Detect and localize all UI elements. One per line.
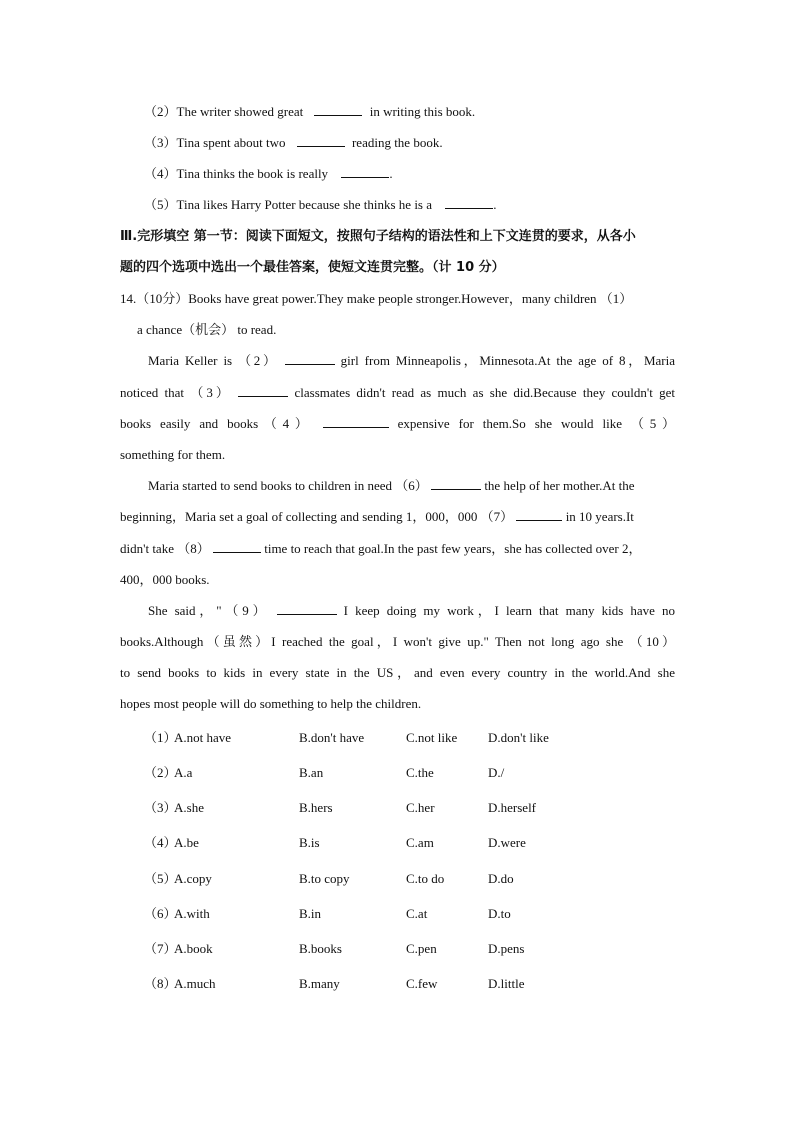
passage-text: Maria Keller is （2）: [148, 353, 279, 368]
passage-line: [120, 383, 675, 403]
option-number: （6）: [144, 906, 177, 921]
passage-line: [120, 289, 675, 309]
answer-blank[interactable]: [431, 477, 481, 490]
answer-blank[interactable]: [445, 196, 493, 209]
answer-blank[interactable]: [516, 508, 562, 521]
question-number: （3）: [144, 135, 177, 150]
answer-blank[interactable]: [238, 384, 288, 397]
option-d[interactable]: D.to: [488, 906, 511, 921]
passage-line: [120, 476, 675, 496]
option-b[interactable]: B.to copy: [299, 871, 350, 886]
option-number: （3）: [144, 800, 177, 815]
fill-question-5: [144, 195, 699, 215]
option-c[interactable]: C.few: [406, 976, 438, 991]
answer-blank[interactable]: [341, 165, 389, 178]
passage-text: She said，"（9）: [148, 603, 270, 618]
option-number: （5）: [144, 871, 177, 886]
question-number: （2）: [144, 104, 177, 119]
option-d[interactable]: D.little: [488, 976, 525, 991]
option-a[interactable]: A.she: [174, 800, 204, 815]
option-c[interactable]: C.not like: [406, 730, 458, 745]
option-b[interactable]: B.is: [299, 835, 320, 850]
question-text: Tina thinks the book is really: [176, 166, 329, 181]
passage-line: 400，000 books.: [120, 572, 210, 587]
passage-text: I keep doing my work，I learn that many kids have no: [343, 603, 676, 618]
question-text: .: [493, 197, 497, 212]
passage-text: the help of her mother.At the: [484, 478, 635, 493]
option-number: （4）: [144, 835, 177, 850]
option-d[interactable]: D.were: [488, 835, 526, 850]
question-text: Tina likes Harry Potter because she thinks he is a: [176, 197, 433, 212]
passage-line: [120, 539, 675, 559]
option-a[interactable]: A.much: [174, 976, 216, 991]
option-d[interactable]: D.pens: [488, 941, 525, 956]
fill-question-3: [144, 133, 699, 153]
passage-text: didn't take （8）: [120, 541, 210, 556]
question-text: reading the book.: [351, 135, 443, 150]
answer-blank[interactable]: [213, 540, 261, 553]
passage-text: Books have great power.They make people stronger.However，many children （1）: [188, 291, 633, 306]
passage-text: Maria started to send books to children in need （6）: [148, 478, 428, 493]
question-text: Tina spent about two: [176, 135, 286, 150]
option-d[interactable]: D.do: [488, 871, 514, 886]
passage-text: beginning，Maria set a goal of collecting and sending 1，000，000 （7）: [120, 509, 514, 524]
passage-line: [120, 414, 675, 434]
passage-text: in 10 years.It: [565, 509, 634, 524]
option-c[interactable]: C.her: [406, 800, 435, 815]
option-c[interactable]: C.at: [406, 906, 428, 921]
option-d[interactable]: D.don't like: [488, 730, 549, 745]
option-number: （8）: [144, 976, 177, 991]
option-a[interactable]: A.with: [174, 906, 210, 921]
passage-line: something for them.: [120, 447, 226, 462]
question-label: 14.（10分）: [120, 291, 189, 306]
option-c[interactable]: C.to do: [406, 871, 445, 886]
passage-line: a chance（机会） to read.: [137, 322, 277, 337]
question-text: .: [389, 166, 393, 181]
option-c[interactable]: C.pen: [406, 941, 437, 956]
option-b[interactable]: B.an: [299, 765, 324, 780]
option-d[interactable]: D.herself: [488, 800, 537, 815]
passage-text: expensive for them.So she would like （5）: [397, 416, 676, 431]
question-text: The writer showed great: [176, 104, 304, 119]
answer-blank[interactable]: [314, 103, 362, 116]
section-heading: Ⅲ.完形填空 第一节：阅读下面短文，按照句子结构的语法性和上下文连贯的要求，从各小: [120, 229, 636, 244]
option-c[interactable]: C.the: [406, 765, 434, 780]
passage-text: classmates didn't read as much as she did.Because they couldn't get: [294, 385, 676, 400]
fill-question-2: [144, 102, 699, 122]
option-b[interactable]: B.books: [299, 941, 342, 956]
option-number: （1）: [144, 730, 177, 745]
passage-text: noticed that （3）: [120, 385, 232, 400]
option-b[interactable]: B.don't have: [299, 730, 365, 745]
option-c[interactable]: C.am: [406, 835, 434, 850]
passage-line: books.Although（虽然）I reached the goal，I won't give up." Then not long ago she （10）: [120, 634, 675, 649]
option-a[interactable]: A.copy: [174, 871, 212, 886]
section-heading: 题的四个选项中选出一个最佳答案，使短文连贯完整。（计 10 分）: [120, 260, 505, 275]
passage-line: hopes most people will do something to help the children.: [120, 696, 422, 711]
option-a[interactable]: A.book: [174, 941, 213, 956]
option-b[interactable]: B.hers: [299, 800, 333, 815]
option-d[interactable]: D./: [488, 765, 505, 780]
passage-text: girl from Minneapolis，Minnesota.At the age of 8，Maria: [340, 353, 676, 368]
option-a[interactable]: A.be: [174, 835, 199, 850]
option-number: （2）: [144, 765, 177, 780]
option-a[interactable]: A.a: [174, 765, 193, 780]
option-b[interactable]: B.many: [299, 976, 340, 991]
passage-text: books easily and books（4）: [120, 416, 314, 431]
passage-text: time to reach that goal.In the past few years，she has collected over 2，: [264, 541, 642, 556]
passage-line: [120, 351, 675, 371]
answer-blank[interactable]: [285, 352, 335, 365]
passage-line: [120, 601, 675, 621]
question-number: （4）: [144, 166, 177, 181]
fill-question-4: [144, 164, 699, 184]
answer-blank[interactable]: [297, 134, 345, 147]
passage-line: [120, 507, 675, 527]
option-number: （7）: [144, 941, 177, 956]
question-text: in writing this book.: [369, 104, 476, 119]
answer-blank[interactable]: [277, 602, 337, 615]
option-a[interactable]: A.not have: [174, 730, 232, 745]
passage-line: to send books to kids in every state in the US，and even every country in the world.And she: [120, 665, 675, 680]
question-number: （5）: [144, 197, 177, 212]
answer-blank[interactable]: [323, 415, 389, 428]
option-b[interactable]: B.in: [299, 906, 322, 921]
